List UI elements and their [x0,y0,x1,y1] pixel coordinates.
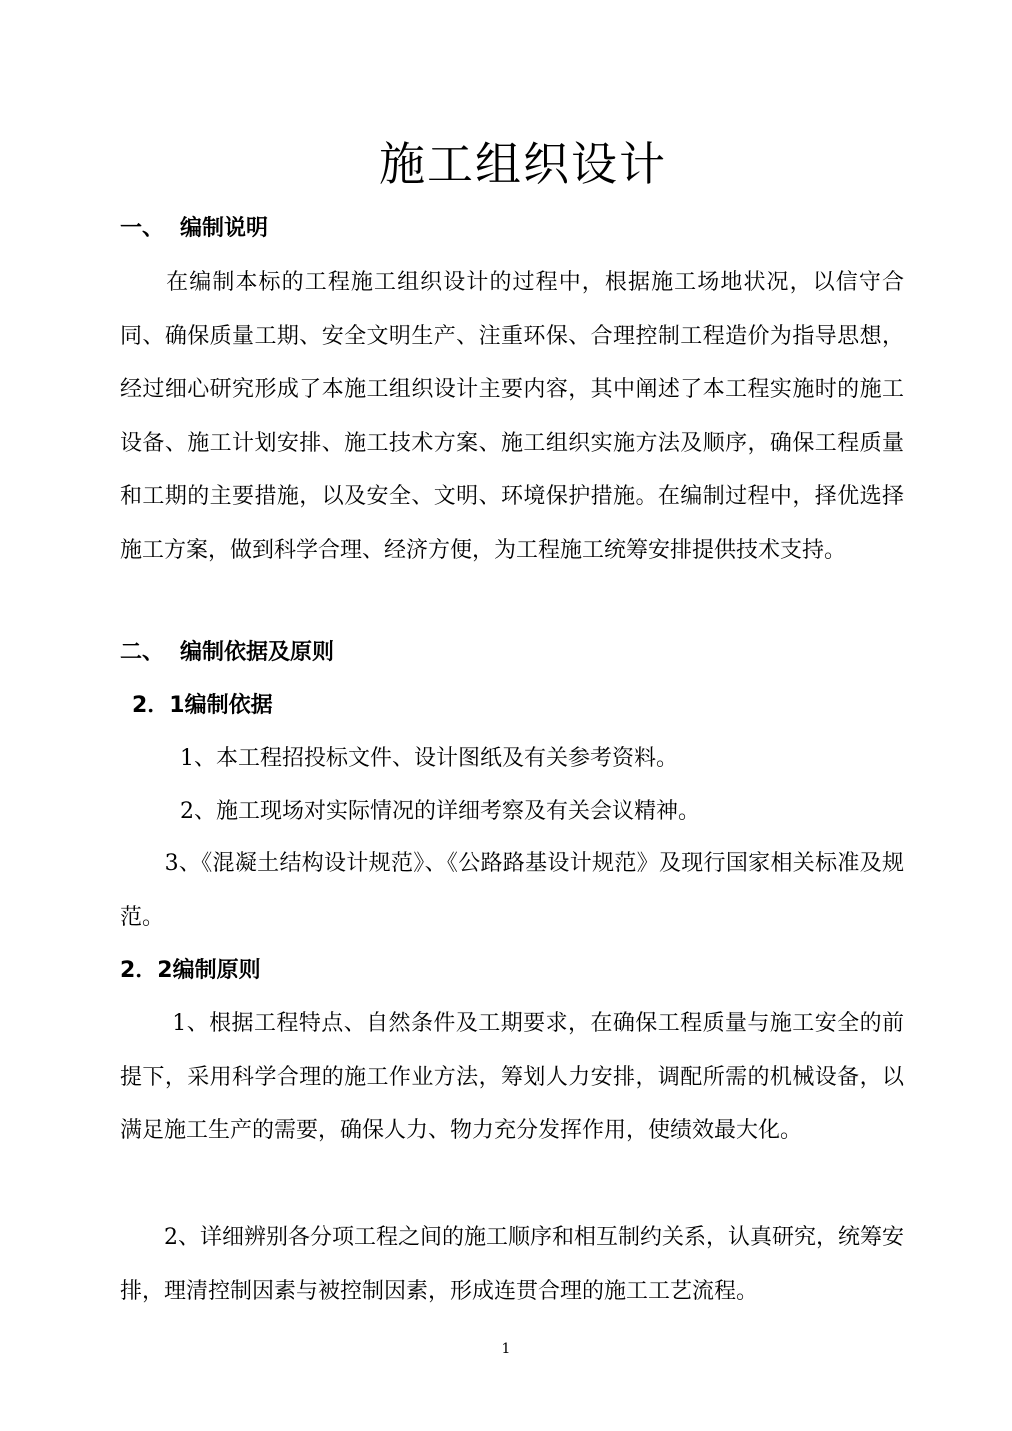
subsection-2-2-heading: 2．2编制原则 [120,958,261,983]
principle-item-2: 2、详细辨别各分项工程之间的施工顺序和相互制约关系，认真研究，统筹安排，理清控制因素与被控制因素，形成连贯合理的施工工艺流程。 [120,1225,904,1304]
section-1-number: 一、 [120,216,165,241]
basis-item-3: 3、《混凝土结构设计规范》、《公路路基设计规范》及现行国家相关标准及规范。 [120,851,904,930]
section-1-title: 编制说明 [180,216,269,241]
basis-item-1: 1、本工程招投标文件、设计图纸及有关参考资料。 [180,746,678,771]
document-title: 施工组织设计 [379,137,667,191]
section-2-number: 二、 [120,640,165,665]
subsection-2-1-heading: 2．1编制依据 [132,693,273,718]
section-2-title: 编制依据及原则 [180,640,335,665]
section-1-paragraph: 在编制本标的工程施工组织设计的过程中，根据施工场地状况，以信守合同、确保质量工期、安全文明生产、注重环保、合理控制工程造价为指导思想，经过细心研究形成了本施工组织设计主要内容，其中阐述了本工程实施时的施工设备、施工计划安排、施工技术方案、施工组织实施方法及顺序，确保工程质量和工期的主要措施，以及安全、文明、环境保护措施。在编制过程中，择优选择施工方案，做到科学合理、经济方便，为工程施工统筹安排提供技术支持。 [120,270,904,563]
section-2-heading [120,638,334,668]
section-1-heading [120,214,268,244]
principle-item-1: 1、根据工程特点、自然条件及工期要求，在确保工程质量与施工安全的前提下，采用科学合理的施工作业方法，筹划人力安排，调配所需的机械设备，以满足施工生产的需要，确保人力、物力充分发挥作用，使绩效最大化。 [120,1011,904,1143]
basis-item-2: 2、施工现场对实际情况的详细考察及有关会议精神。 [180,799,700,824]
page-number: 1 [501,1341,511,1357]
